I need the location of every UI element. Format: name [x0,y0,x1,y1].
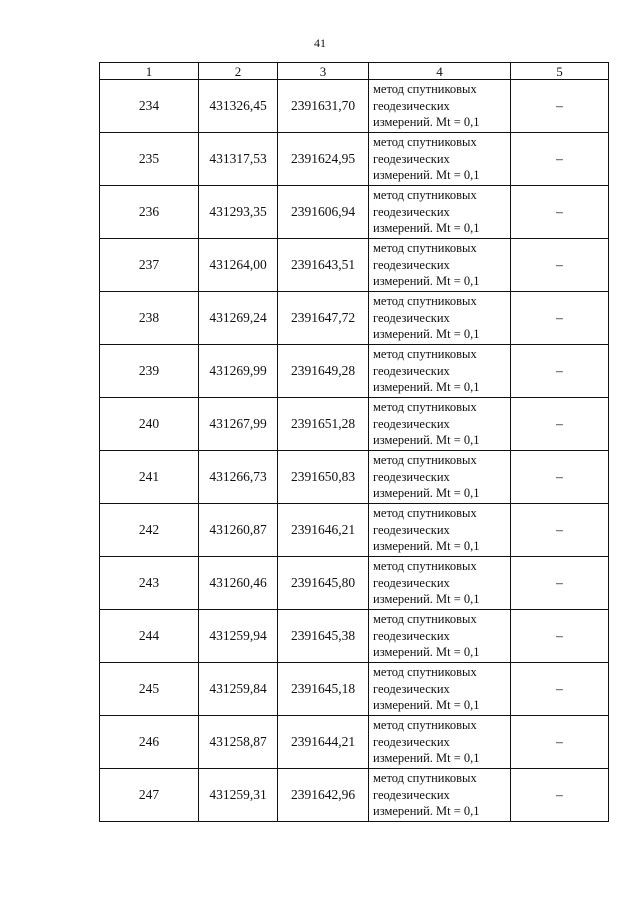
method-line: метод спутниковых [373,135,477,150]
y-coordinate-cell: 2391647,72 [278,292,369,345]
header-col-1: 1 [100,63,199,80]
header-col-3: 3 [278,63,369,80]
y-coordinate-cell: 2391643,51 [278,239,369,292]
note-cell: – [511,186,609,239]
x-coordinate-cell: 431269,24 [199,292,278,345]
method-line: измерений. Mt = 0,1 [373,486,480,501]
method-line: метод спутниковых [373,559,477,574]
note-cell: – [511,80,609,133]
y-coordinate-cell: 2391631,70 [278,80,369,133]
y-coordinate-cell: 2391645,38 [278,610,369,663]
x-coordinate-cell: 431267,99 [199,398,278,451]
y-coordinate-cell: 2391606,94 [278,186,369,239]
method-cell [369,557,511,610]
page-number: 41 [314,36,326,50]
method-cell [369,133,511,186]
header-col-4: 4 [369,63,511,80]
y-coordinate-cell: 2391646,21 [278,504,369,557]
method-line: метод спутниковых [373,665,477,680]
method-line: измерений. Mt = 0,1 [373,380,480,395]
method-line: измерений. Mt = 0,1 [373,645,480,660]
method-line: геодезических [373,575,450,590]
method-line: измерений. Mt = 0,1 [373,539,480,554]
method-line: метод спутниковых [373,400,477,415]
note-cell: – [511,239,609,292]
method-line: измерений. Mt = 0,1 [373,804,480,819]
table-body [100,80,609,822]
header-col-5: 5 [511,63,609,80]
table-row [100,663,609,716]
y-coordinate-cell: 2391645,18 [278,663,369,716]
y-coordinate-cell: 2391650,83 [278,451,369,504]
method-line: метод спутниковых [373,771,477,786]
table-row [100,451,609,504]
point-number-cell: 243 [100,557,199,610]
method-line: геодезических [373,734,450,749]
table-row [100,610,609,663]
method-line: метод спутниковых [373,241,477,256]
method-line: измерений. Mt = 0,1 [373,433,480,448]
x-coordinate-cell: 431258,87 [199,716,278,769]
method-line: геодезических [373,469,450,484]
table-row [100,80,609,133]
table-row [100,716,609,769]
point-number-cell: 235 [100,133,199,186]
point-number-cell: 234 [100,80,199,133]
method-cell [369,239,511,292]
note-cell: – [511,610,609,663]
method-line: геодезических [373,628,450,643]
method-line: геодезических [373,681,450,696]
method-line: геодезических [373,416,450,431]
point-number-cell: 236 [100,186,199,239]
point-number-cell: 244 [100,610,199,663]
x-coordinate-cell: 431259,84 [199,663,278,716]
table-row [100,345,609,398]
point-number-cell: 239 [100,345,199,398]
method-line: геодезических [373,257,450,272]
method-line: геодезических [373,787,450,802]
note-cell: – [511,504,609,557]
method-cell [369,769,511,822]
method-line: геодезических [373,204,450,219]
y-coordinate-cell: 2391645,80 [278,557,369,610]
point-number-cell: 237 [100,239,199,292]
method-line: метод спутниковых [373,453,477,468]
method-line: измерений. Mt = 0,1 [373,592,480,607]
point-number-cell: 247 [100,769,199,822]
y-coordinate-cell: 2391642,96 [278,769,369,822]
x-coordinate-cell: 431317,53 [199,133,278,186]
point-number-cell: 242 [100,504,199,557]
method-line: метод спутниковых [373,347,477,362]
note-cell: – [511,292,609,345]
x-coordinate-cell: 431259,94 [199,610,278,663]
method-cell [369,716,511,769]
method-line: измерений. Mt = 0,1 [373,221,480,236]
method-cell [369,292,511,345]
method-cell [369,186,511,239]
x-coordinate-cell: 431266,73 [199,451,278,504]
coordinates-table [99,62,609,822]
point-number-cell: 238 [100,292,199,345]
note-cell: – [511,663,609,716]
method-line: геодезических [373,363,450,378]
table-row [100,557,609,610]
header-row [100,63,609,80]
method-line: геодезических [373,522,450,537]
method-line: измерений. Mt = 0,1 [373,115,480,130]
method-line: измерений. Mt = 0,1 [373,751,480,766]
method-line: метод спутниковых [373,188,477,203]
note-cell: – [511,716,609,769]
method-line: метод спутниковых [373,612,477,627]
x-coordinate-cell: 431259,31 [199,769,278,822]
method-line: геодезических [373,98,450,113]
table-row [100,504,609,557]
point-number-cell: 246 [100,716,199,769]
y-coordinate-cell: 2391644,21 [278,716,369,769]
method-line: измерений. Mt = 0,1 [373,274,480,289]
method-line: геодезических [373,310,450,325]
y-coordinate-cell: 2391651,28 [278,398,369,451]
table-header [100,63,609,80]
point-number-cell: 241 [100,451,199,504]
note-cell: – [511,345,609,398]
method-line: геодезических [373,151,450,166]
method-cell [369,610,511,663]
x-coordinate-cell: 431260,46 [199,557,278,610]
note-cell: – [511,557,609,610]
note-cell: – [511,769,609,822]
method-line: метод спутниковых [373,506,477,521]
method-cell [369,663,511,716]
table-row [100,398,609,451]
method-cell [369,504,511,557]
table-row [100,239,609,292]
method-line: метод спутниковых [373,718,477,733]
method-cell [369,398,511,451]
note-cell: – [511,133,609,186]
x-coordinate-cell: 431293,35 [199,186,278,239]
note-cell: – [511,398,609,451]
y-coordinate-cell: 2391649,28 [278,345,369,398]
header-col-2: 2 [199,63,278,80]
x-coordinate-cell: 431264,00 [199,239,278,292]
x-coordinate-cell: 431269,99 [199,345,278,398]
table-row [100,186,609,239]
method-line: измерений. Mt = 0,1 [373,698,480,713]
point-number-cell: 240 [100,398,199,451]
y-coordinate-cell: 2391624,95 [278,133,369,186]
x-coordinate-cell: 431326,45 [199,80,278,133]
note-cell: – [511,451,609,504]
table-row [100,133,609,186]
table-row [100,769,609,822]
method-cell [369,345,511,398]
method-line: измерений. Mt = 0,1 [373,327,480,342]
table-row [100,292,609,345]
method-line: метод спутниковых [373,294,477,309]
method-line: метод спутниковых [373,82,477,97]
x-coordinate-cell: 431260,87 [199,504,278,557]
method-line: измерений. Mt = 0,1 [373,168,480,183]
method-cell [369,80,511,133]
point-number-cell: 245 [100,663,199,716]
method-cell [369,451,511,504]
